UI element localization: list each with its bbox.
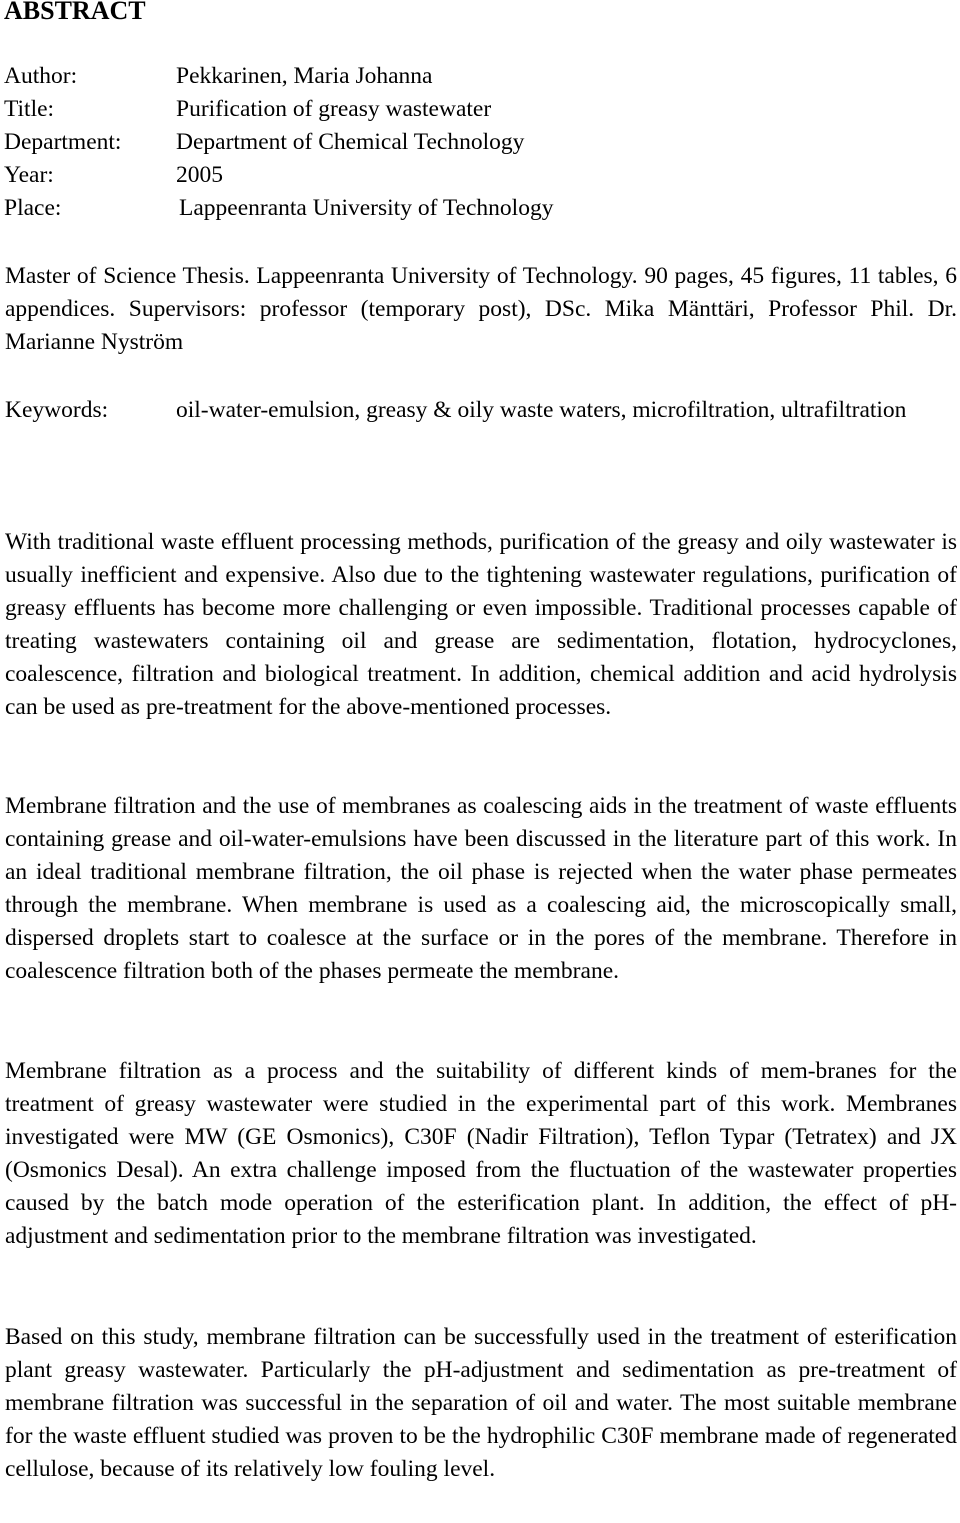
meta-row-author — [4, 60, 432, 93]
keywords-value: oil-water-emulsion, greasy & oily waste waters, microfiltration, ultrafiltration — [176, 397, 907, 423]
author-label: Author: — [4, 63, 78, 89]
abstract-paragraph-2: Membrane filtration and the use of membranes as coalescing aids in the treatment of waste effluents containing grease and oil-water-emulsions have been discussed in the literature part of this work. In an ideal traditional membrane filtration, the oil phase is rejected when the water phase permeates through the membrane. When membrane is used as a coalescing aid, the microscopically small, dispersed droplets start to coalesce at the surface or in the pores of the membrane. Therefore in coalescence filtration both of the phases permeate the membrane. — [5, 793, 957, 984]
meta-row-year — [4, 159, 223, 192]
title-label: Title: — [4, 96, 55, 122]
year-value: 2005 — [176, 162, 223, 188]
abstract-paragraph-1: With traditional waste effluent processing methods, purification of the greasy and oily wastewater is usually inefficient and expensive. Also due to the tightening wastewater regulations, purification of greasy effluents has become more challenging or even impossible. Traditional processes capable of treating wastewaters containing oil and grease are sedimentation, flotation, hydrocyclones, coalescence, filtration and biological treatment. In addition, chemical addition and acid hydrolysis can be used as pre-treatment for the above-mentioned processes. — [5, 529, 957, 720]
meta-row-place — [4, 192, 553, 225]
year-label: Year: — [4, 162, 54, 188]
keywords-label: Keywords: — [5, 397, 109, 423]
department-label: Department: — [4, 129, 122, 155]
meta-row-department — [4, 126, 524, 159]
place-label: Place: — [4, 195, 62, 221]
abstract-paragraph-3: Membrane filtration as a process and the suitability of different kinds of mem-branes for the treatment of greasy wastewater were studied in the experimental part of this work. Membranes investigated were MW (GE Osmonics), C30F (Nadir Filtration), Teflon Typar (Tetratex) and JX (Osmonics Desal). An extra challenge imposed from the fluctuation of the wastewater properties caused by the batch mode operation of the esterification plant. In addition, the effect of pH-adjustment and sedimentation prior to the membrane filtration was investigated. — [5, 1058, 957, 1249]
place-value: Lappeenranta University of Technology — [179, 195, 554, 221]
abstract-paragraph-4: Based on this study, membrane filtration can be successfully used in the treatment of esterification plant greasy wastewater. Particularly the pH-adjustment and sedimentation as pre-treatment of membrane filtration was successful in the separation of oil and water. The most suitable membrane for the waste effluent studied was proven to be the hydrophilic C30F membrane made of regenerated cellulose, because of its relatively low fouling level. — [5, 1324, 957, 1482]
abstract-heading: ABSTRACT — [4, 0, 146, 25]
meta-row-title — [4, 93, 491, 126]
author-value: Pekkarinen, Maria Johanna — [176, 63, 433, 89]
department-value: Department of Chemical Technology — [176, 129, 525, 155]
thesis-info: Master of Science Thesis. Lappeenranta University of Technology. 90 pages, 45 figures, 11 tables, 6 appendices. Supervisors: professor (temporary post), DSc. Mika Mänttäri, Professor Phil. Dr. Marianne Nyström — [5, 263, 957, 355]
title-value: Purification of greasy wastewater — [176, 96, 492, 122]
